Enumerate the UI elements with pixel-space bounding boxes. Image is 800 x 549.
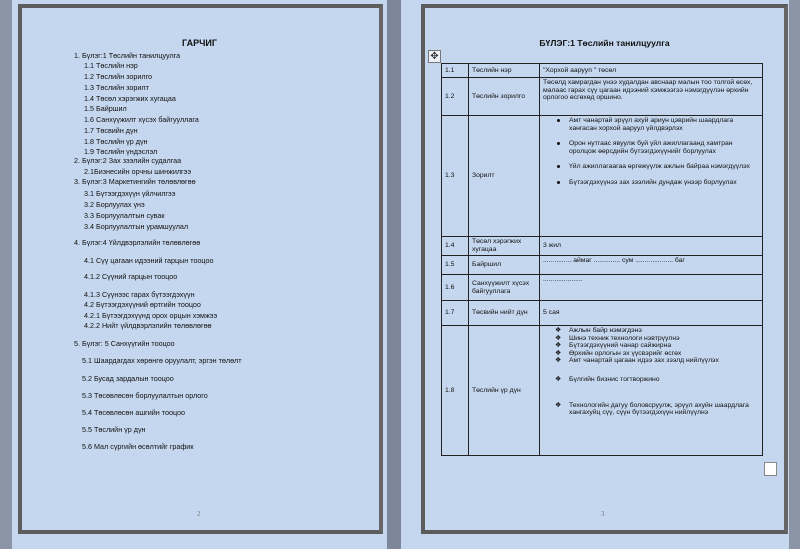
toc-line[interactable]: 1.2 Төслийн зорилго: [84, 72, 153, 81]
list-item: [543, 342, 759, 350]
toc-line[interactable]: 4.1.3 Сүүнээс гарах бүтээгдэхүүн: [84, 290, 195, 299]
toc-line[interactable]: 5.4 Төсөвлөсөн ашгийн тооцоо: [82, 408, 185, 417]
bullet-diamond-icon: ❖: [555, 357, 562, 365]
section-title: БҮЛЭГ:1 Төслийн танилцуулга: [539, 38, 670, 48]
list-item: Бүтээгдэхүүнээ зах зээлийн дундаж үнээр борлуулах: [543, 179, 759, 187]
toc-line[interactable]: 1.1 Төслийн нэр: [84, 61, 138, 70]
row-number[interactable]: 1.1: [442, 64, 469, 78]
toc-line[interactable]: 1.3 Төслийн зорилт: [84, 83, 149, 92]
row-value[interactable]: [540, 116, 763, 237]
bullet-diamond-icon: ❖: [555, 375, 562, 383]
bullet-diamond-icon: ❖: [555, 327, 562, 334]
toc-title: ГАРЧИГ: [182, 38, 217, 48]
list-item: [543, 357, 759, 365]
table-row: [442, 116, 763, 237]
list-item: [543, 376, 759, 384]
toc-line[interactable]: 4.1.2 Сүүний гарцын тооцоо: [84, 272, 178, 281]
table-resize-handle-icon[interactable]: [764, 462, 777, 476]
toc-line[interactable]: 2. Бүлэг:2 Зах зээлийн судалгаа: [74, 156, 182, 165]
row-label[interactable]: Төсөл хэрэгжих хугацаа: [469, 237, 540, 256]
toc-line[interactable]: 1.4 Төсөл хэрэгжих хугацаа: [84, 94, 176, 103]
list-item: Үйл ажиллагаагаа өргөжүүлж ажлын байраа нэмэгдүүлэх: [543, 163, 759, 171]
list-item-text: Амт чанартай цагаан идээ зах зээлд нийлүүлэх: [569, 357, 719, 365]
row-number[interactable]: 1.7: [442, 301, 469, 326]
table-row: [442, 64, 763, 78]
toc-line[interactable]: 1.5 Байршил: [84, 104, 127, 113]
row-value[interactable]: .....................: [540, 275, 763, 301]
bullet-diamond-icon: ❖: [555, 401, 562, 409]
toc-line[interactable]: 5. Бүлэг: 5 Санхүүгийн тооцоо: [74, 339, 175, 348]
list-item-text: Бүлгийн бизнис тогтворжино: [569, 375, 660, 383]
bullet-diamond-icon: ❖: [555, 349, 562, 357]
bullet-diamond-icon: ❖: [555, 342, 562, 350]
row-value[interactable]: 3 жил: [540, 237, 763, 256]
move-handle-icon[interactable]: ✥: [428, 50, 441, 63]
page-number: 3: [601, 510, 605, 518]
row-value[interactable]: ............... аймаг .............. сум .................... баг: [540, 256, 763, 275]
toc-line[interactable]: 3.2 Борлуулах үнэ: [84, 200, 145, 209]
page-3[interactable]: [401, 0, 789, 549]
toc-line[interactable]: 4. Бүлэг:4 Үйлдвэрлэлийн төлөвлөгөө: [74, 238, 201, 247]
toc-line[interactable]: 3.4 Борлуулалтын урамшуулал: [84, 222, 189, 231]
toc-line[interactable]: 1.9 Төслийн үндэслэл: [84, 147, 158, 156]
row-number[interactable]: 1.5: [442, 256, 469, 275]
list-item: [543, 402, 759, 417]
table-row: [442, 256, 763, 275]
project-info-table[interactable]: [441, 63, 763, 456]
row-number[interactable]: 1.4: [442, 237, 469, 256]
bullet-diamond-icon: ❖: [555, 334, 562, 342]
list-item-text: Өрхийн орлогын эх үүсвэрийг өсгөх: [569, 349, 682, 357]
toc-line[interactable]: 4.2 Бүтээгдэхүүний өртгийн тооцоо: [84, 300, 201, 309]
toc-line[interactable]: 3. Бүлэг:3 Маркетингийн төлөвлөгөө: [74, 177, 196, 186]
list-item-text: Бүтээгдэхүүний чанар сайжирна: [569, 342, 672, 350]
row-value[interactable]: "Хорхой аарууп " төсөл: [540, 64, 763, 78]
results-list: [543, 327, 759, 417]
toc-line[interactable]: 1.8 Төслийн үр дүн: [84, 137, 148, 146]
row-label[interactable]: Санхүүжилт хүсэх байгууллага: [469, 275, 540, 301]
toc-line[interactable]: 5.5 Төслийн үр дүн: [82, 425, 146, 434]
list-item: Орон нутгаас явуулж буй үйл ажиллагаанд хамтран оролцож өөрсдийн бүтээгдэхүүнийг борлуулах: [543, 140, 759, 155]
row-label[interactable]: Төслийн үр дүн: [469, 326, 540, 456]
table-row: [442, 326, 763, 456]
table-row: [442, 275, 763, 301]
row-number[interactable]: 1.2: [442, 78, 469, 116]
list-item-text: Ажлын байр нэмэгдэнэ: [569, 327, 642, 334]
page-border: [18, 4, 383, 534]
list-item-text: Технологийн дагуу боловсруулж, эрүүл ахуйн шаардлага хангахуйц сүү, сүүн бүтээгдэхүүн нийлүүлнэ: [569, 401, 749, 417]
toc-line[interactable]: 1.7 Төсвийн дүн: [84, 126, 138, 135]
toc-line[interactable]: 2.1Бизнесийн орчны шинжилгээ: [84, 167, 192, 176]
toc-line[interactable]: 3.3 Борлуулалтын сувак: [84, 211, 165, 220]
toc-line[interactable]: 1.6 Санхүүжилт хүсэх байгууллага: [84, 115, 199, 124]
list-item: [543, 327, 759, 335]
row-label[interactable]: Төслийн зорилго: [469, 78, 540, 116]
row-value[interactable]: [540, 326, 763, 456]
toc-line[interactable]: 4.1 Сүү цагаан идээний гарцын тооцоо: [84, 256, 214, 265]
toc-line[interactable]: 3.1 Бүтээгдэхүүн үйлчилгээ: [84, 189, 176, 198]
toc-line[interactable]: 4.2.1 Бүтээгдэхүүнд орох орцын хэмжээ: [84, 311, 218, 320]
row-label[interactable]: Зорилт: [469, 116, 540, 237]
toc-line[interactable]: 5.2 Бусад зардалын тооцоо: [82, 374, 174, 383]
toc-line[interactable]: 4.2.2 Нийт үйлдвэрлэлийн төлөвлөгөө: [84, 321, 212, 330]
page-number: 2: [197, 510, 201, 518]
list-item-text: Шинэ техник технологи нэвтрүүлнэ: [569, 334, 680, 342]
list-item: Амт чанартай эрүүл ахуй ариун цэврийн шаардлага хангасан хорхой ааруул үйлдвэрлэх: [543, 117, 759, 132]
row-number[interactable]: 1.8: [442, 326, 469, 456]
toc-line[interactable]: 5.6 Мал сүргийн өсөлтийг график: [82, 442, 194, 451]
page-2[interactable]: [12, 0, 387, 549]
toc-line[interactable]: 1. Бүлэг:1 Төслийн танилцуулга: [74, 51, 181, 60]
row-number[interactable]: 1.3: [442, 116, 469, 237]
row-value[interactable]: 5 сая: [540, 301, 763, 326]
toc-line[interactable]: 5.1 Шаардагдах хөрөнгө оруулалт, эргэн төлөлт: [82, 356, 242, 365]
toc-line[interactable]: 5.3 Төсөвлөсөн борлуулалтын орлого: [82, 391, 208, 400]
row-label[interactable]: Төсвийн нийт дүн: [469, 301, 540, 326]
table-row: [442, 78, 763, 116]
goals-list: [543, 117, 759, 187]
table-row: [442, 237, 763, 256]
page-gap: [387, 0, 401, 549]
row-value[interactable]: Төсөлд хамрагдан үнээ худалдан авснаар малын тоо толгой өсөх, малаас гарах сүү цагаан идээний хэмжээгээ нэмэгдүүлэн өрхийн орлогоо өсгөхөд оршино.: [540, 78, 763, 116]
row-label[interactable]: Төслийн нэр: [469, 64, 540, 78]
row-label[interactable]: Байршил: [469, 256, 540, 275]
row-number[interactable]: 1.6: [442, 275, 469, 301]
table-row: [442, 301, 763, 326]
